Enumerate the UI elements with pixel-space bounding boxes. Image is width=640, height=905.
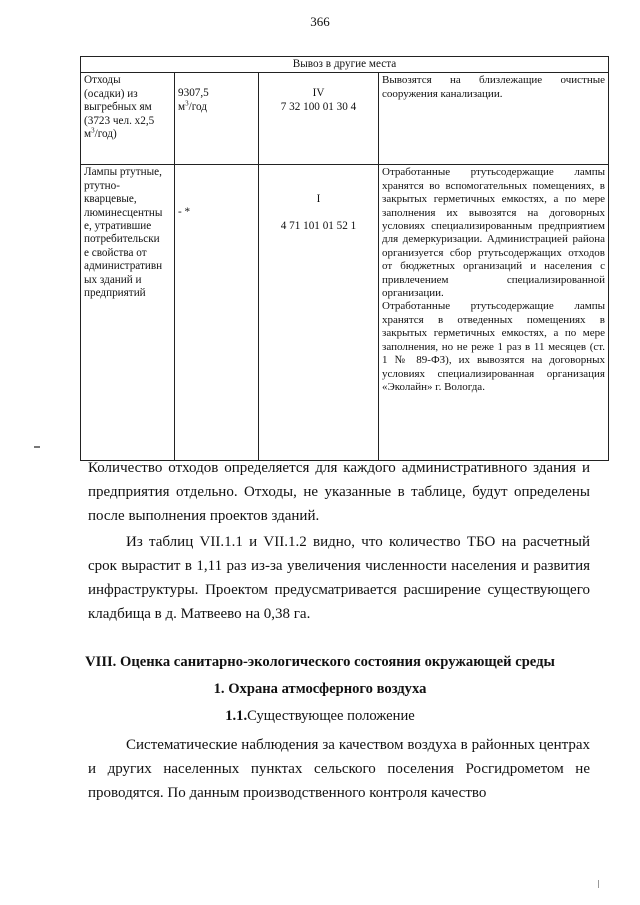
waste-name-cell: Отходы (осадки) из выгребных ям (3723 чел. x2,5 $м^3/год$) xyxy=(81,73,175,165)
paragraph-air-monitoring: Систематические наблюдения за качеством воздуха в районных центрах и других населенных пунктах сельского поселения Росгидрометом не проводятся. По данным производственного контроля качество xyxy=(88,737,590,801)
subsubsection-heading: 1.1.Существующее положение xyxy=(225,708,415,724)
quantity-cell: - * xyxy=(175,165,259,461)
scan-mark xyxy=(34,446,40,448)
section-heading: VIII. Оценка санитарно-экологического состояния окружающей среды xyxy=(85,654,555,670)
scan-mark xyxy=(598,880,599,888)
section-header: Вывоз в другие места xyxy=(81,57,609,73)
quantity-cell: 9307,5 $м^3$/год xyxy=(175,73,259,165)
disposal-cell: Вывозятся на близлежащие очистные сооружения канализации. xyxy=(379,73,609,165)
table-row xyxy=(81,73,609,165)
page-number: 366 xyxy=(310,14,330,29)
subsection-heading: 1. Охрана атмосферного воздуха xyxy=(213,681,427,697)
hazard-code-cell: IV 7 32 100 01 30 4 xyxy=(259,73,379,165)
table-row xyxy=(81,165,609,461)
paragraph-waste-quantity: Количество отходов определяется для каждого административного здания и предприятия отдельно. Отходы, не указанные в таблице, будут определены после выполнения проектов зданий. xyxy=(88,460,590,524)
hazard-code-cell: I 4 71 101 01 52 1 xyxy=(259,165,379,461)
paragraph-tbo-growth: Из таблиц VII.1.1 и VII.1.2 видно, что количество ТБО на расчетный срок вырастит в 1,11 раз из-за увеличения численности населения и развития инфраструктуры. Проектом предусматривается расширение существующего кладбища в д. Матвеево на 0,38 га. xyxy=(88,534,590,622)
waste-name-cell: Лампы ртутные, ртутно- кварцевые, люминесцентны е, утратившие потребительски е свойства от административн ых зданий и предприятий xyxy=(81,165,175,461)
waste-table xyxy=(80,56,609,461)
table-section-header-row xyxy=(81,57,609,73)
disposal-cell: Отработанные ртутьсодержащие лампы хранятся во вспомогательных помещениях, в закрытых герметичных емкостях, а по мере заполнения их вывозятся на договорных условиях специализированным предприятием для демеркуризации. Администрацией района организуется сбор ртутьсодержащих отходов от бюджетных организаций и населения с привлечением специализированной организации. Отработанные ртутьсодержащие лампы хранятся в отведенных помещениях в закрытых герметичных емкостях, а по мере заполнения, но не реже 1 раз в 11 месяцев (ст. 1 № 89-ФЗ), их вывозятся на договорных условиях специализированная организация «Эколайн» г. Вологда. xyxy=(379,165,609,461)
